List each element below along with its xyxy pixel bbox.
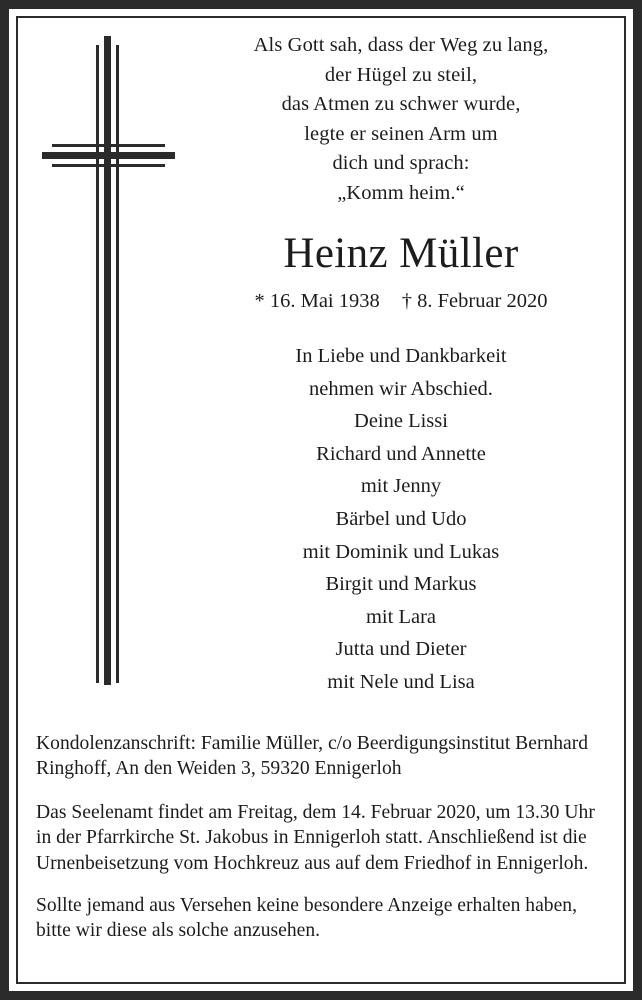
cross-vertical-bar	[104, 36, 111, 685]
mourner-line: nehmen wir Abschied.	[309, 377, 493, 400]
life-dates	[192, 288, 610, 314]
birth-date: * 16. Mai 1938	[254, 290, 380, 312]
cross-vertical-thin-right	[116, 45, 119, 683]
mourner-line: Jutta und Dieter	[335, 638, 467, 661]
deceased-name: Heinz Müller	[283, 230, 519, 277]
closing-note: Sollte jemand aus Versehen keine besondere Anzeige erhalten haben, bitte wir diese als solche anzusehen.	[36, 895, 577, 942]
mourner-line: Richard und Annette	[316, 442, 486, 465]
verse-line: dich und sprach:	[332, 152, 470, 174]
verse-line: Als Gott sah, dass der Weg zu lang,	[253, 34, 549, 56]
mourner-line: In Liebe und Dankbarkeit	[295, 345, 507, 367]
christian-cross-icon	[0, 0, 200, 700]
verse-line: der Hügel zu steil,	[324, 63, 478, 86]
family-mourners	[192, 340, 610, 699]
memorial-verse	[192, 31, 610, 208]
mourner-line: mit Lara	[365, 605, 436, 628]
mourner-line: Deine Lissi	[354, 410, 448, 433]
death-date: † 8. Februar 2020	[401, 290, 548, 312]
verse-line: legte er seinen Arm um	[304, 122, 498, 145]
verse-line: das Atmen zu schwer wurde,	[281, 93, 521, 115]
mourner-line: Bärbel und Udo	[335, 507, 467, 530]
mourner-line: mit Dominik und Lukas	[302, 540, 500, 563]
condolence-address: Kondolenzanschrift: Familie Müller, c/o Beerdigungsinstitut Bernhard Ringhoff, An den Weiden 3, 59320 Ennigerloh	[36, 733, 589, 780]
footer-details	[36, 731, 610, 944]
mourner-line: mit Nele und Lisa	[327, 670, 475, 693]
verse-line: „Komm heim.“	[337, 181, 465, 204]
service-details: Das Seelenamt findet am Freitag, dem 14. Februar 2020, um 13.30 Uhr in der Pfarrkirche St. Jakobus in Ennigerloh statt. Anschließend ist die Urnenbeisetzung vom Hochkreuz aus auf dem Friedhof in Ennigerloh.	[36, 801, 595, 874]
mourner-line: Birgit und Markus	[325, 573, 477, 596]
main-text-column	[192, 0, 610, 699]
cross-vertical-thin-left	[96, 45, 99, 683]
mourner-line: mit Jenny	[360, 475, 442, 498]
